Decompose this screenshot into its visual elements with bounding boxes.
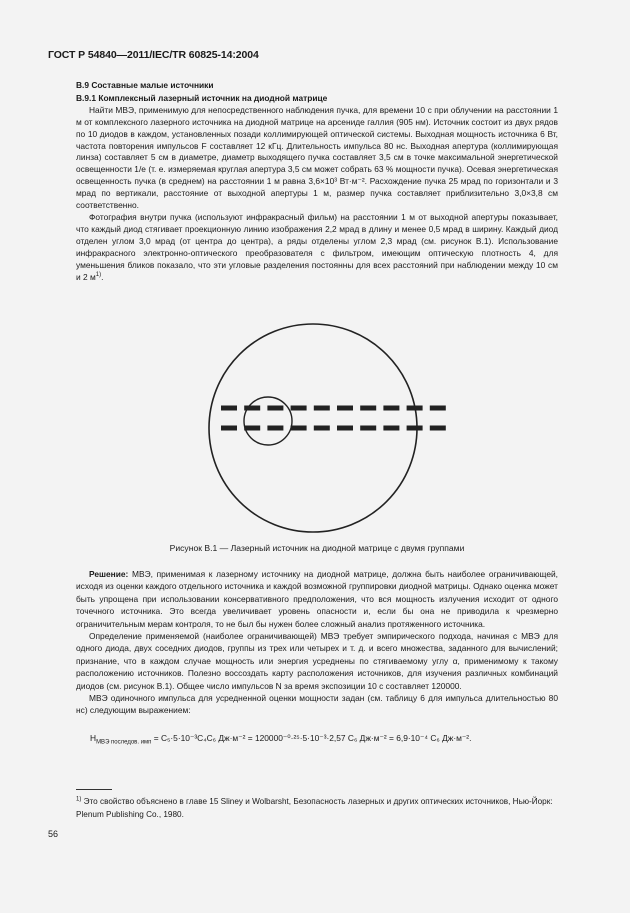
footnote-mark: 1) — [76, 796, 82, 803]
formula-rhs: = C₅·5·10⁻³C₄C₆ Дж·м⁻² = 120000⁻⁰·²⁵·5·10⁻³·2,57 C₆ Дж·м⁻² = 6,9·10⁻⁴ C₆ Дж·м⁻². — [151, 733, 472, 743]
diode-mark — [314, 426, 330, 431]
heading-b91: В.9.1 Комплексный лазерный источник на диодной матрице — [76, 92, 328, 103]
diode-mark — [244, 406, 260, 411]
paragraph-2-end: . — [101, 271, 104, 282]
formula-lhs: H — [90, 733, 97, 743]
diode-mark — [291, 426, 307, 431]
paragraph-1: Найти МВЭ, применимую для непосредственного наблюдения пучка, для времени 10 с при облучении на расстоянии 1 м от комплексного лазерного источника на диодной матрице на арсениде галлия (905 нм). Источник состоит из двух рядов по 10 диодов в каждом, установленных позади коллимирующей оптической системы. Выходная мощность источника 6 Вт, частота повторения импульсов F составляет 12 кГц. Длительность импульса 80 нс. Выходная апертура (коллимирующая линза) составляет 5 см в диаметре, диаметр выходящего пучка составляет 3,5 см в точке максимальной энергетической освещенности 1/e (т. е. измеряемая круглая апертура 3,5 см может собрать 63 % мощности пучка). Осевая энергетическая освещенность пучка (в среднем) на расстоянии 1 м равна 3,6×10³ Вт·м⁻². Расхождение пучка 25 мрад по горизонтали и 3 мрад по вертикали, расстояние от выходной апертуры 1 м, размер пучка составляет приблизительно 3,0×3,8 см соответственно. — [76, 104, 558, 211]
solution-para-1 — [76, 568, 558, 630]
diode-mark — [430, 406, 446, 411]
figure-b1 — [76, 320, 558, 540]
diode-mark — [267, 406, 283, 411]
diode-mark — [407, 426, 423, 431]
solution-para-3: МВЭ одиночного импульса для усредненной оценки мощности задан (см. таблицу 6 для импульса длительностью 80 нс) следующим выражением: — [76, 693, 558, 716]
paragraph-2 — [76, 212, 558, 283]
diode-mark — [221, 426, 237, 431]
footnote — [76, 796, 558, 821]
solution-para-2: Определение применяемой (наиболее ограничивающей) МВЭ требует эмпирического подхода, начиная с МВЭ для одного диода, двух соседних диодов, группы из трех или четырех и т. д. и всего множества, заданного для вычислений; признание, что в каждом случае мощность или энергия усреднены по стягиваемому углу α, применимому к такому расположению источников. Полезно воссоздать карту расположения источников, для изучения различных комбинаций диодов (см. рисунок В.1). Общее число импульсов N за время экспозиции 10 с составляет 120000. — [76, 631, 558, 691]
figure-caption: Рисунок В.1 — Лазерный источник на диодной матрице с двумя группами — [169, 543, 465, 553]
page-number: 56 — [48, 829, 59, 839]
paragraph-2-text: Фотография внутри пучка (используют инфракрасный фильм) на расстоянии 1 м от выходной апертуры показывает, что каждый диод стягивает проекционную линию изображения 2,2 мрад в длину и менее 0,5 мрад в ширину. Каждый диод отделен углом 3,0 мрад (от центра до центра), а ряды отделены углом 2,3 мрад (см. рисунок В.1). Использование инфракрасного электронно-оптического преобразователя с фильтром, имеющим оптическую плотность 4, для уменьшения бликов показало, что эти угловые разделения постоянны для всех расстояний при наблюдении между 10 см и 2 м — [76, 211, 558, 282]
diode-mark — [337, 426, 353, 431]
diode-rows — [221, 406, 446, 431]
solution-label: Решение: — [89, 569, 129, 579]
diode-array-diagram — [76, 320, 558, 540]
diode-mark — [291, 406, 307, 411]
solution-block — [76, 568, 558, 717]
heading-b9: В.9 Составные малые источники — [76, 80, 214, 90]
formula-lhs-sub: МВЭ последов. имп — [96, 739, 152, 746]
diode-mark — [314, 406, 330, 411]
diode-mark — [430, 426, 446, 431]
solution-para-1-text: МВЭ, применимая к лазерному источнику на диодной матрице, должна быть наиболее ограничивающей, исходя из оценки каждого отдельного источника и каждой возможной группировки диодной матрицы. Однако оценка может быть упрощена при использовании консервативного предположения, что вся мощность излучения исходит от одного точечного источника. Это всегда увеличивает уровень опасности и, если бы она не приводила к чрезмерно ограничительным мерам контроля, то не был бы нужен более сложный анализ протяженного источника. — [76, 569, 558, 629]
diode-mark — [407, 406, 423, 411]
diode-mark — [337, 406, 353, 411]
diode-mark — [244, 426, 260, 431]
footnote-ref: 1) — [95, 271, 102, 278]
footnote-rule — [76, 789, 112, 790]
section-body — [76, 80, 558, 283]
footnote-text: Это свойство объяснено в главе 15 Sliney и Wolbarsht, Безопасность лазерных и других оптических источников, Нью-Йорк: Plenum Publishing Co., 1980. — [76, 797, 553, 819]
diode-mark — [221, 406, 237, 411]
diode-mark — [383, 426, 399, 431]
diode-mark — [383, 406, 399, 411]
formula — [76, 733, 558, 746]
diode-mark — [360, 406, 376, 411]
single-diode-circle — [244, 397, 292, 445]
standard-header: ГОСТ Р 54840—2011/IEC/TR 60825-14:2004 — [48, 49, 259, 61]
diode-mark — [360, 426, 376, 431]
diode-mark — [267, 426, 283, 431]
